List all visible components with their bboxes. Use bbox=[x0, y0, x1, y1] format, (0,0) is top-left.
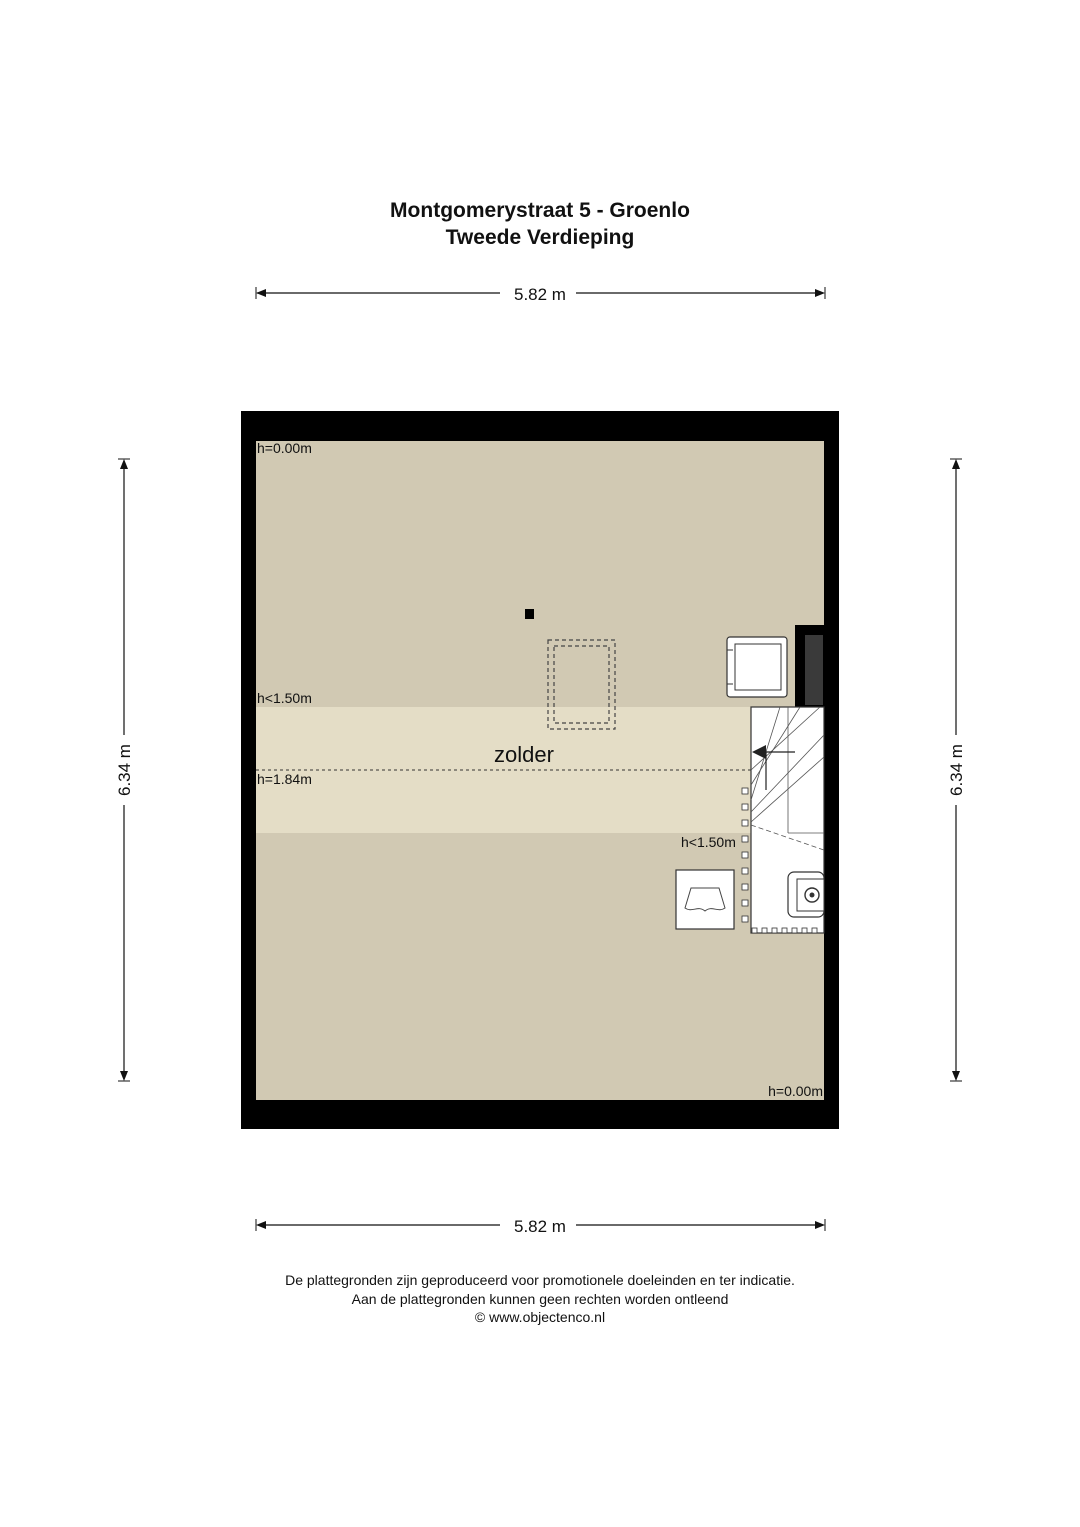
dimension-right-label: 6.34 m bbox=[947, 744, 966, 796]
dryer-icon bbox=[676, 870, 734, 929]
arrow-right-icon bbox=[815, 289, 825, 297]
arrow-right-icon bbox=[815, 1221, 825, 1229]
boiler-icon bbox=[788, 872, 824, 917]
dimension-top bbox=[256, 285, 825, 304]
dimension-right bbox=[947, 459, 966, 1081]
height-label-upper-band: h<1.50m bbox=[257, 690, 312, 706]
plan-title-address: Montgomerystraat 5 - Groenlo bbox=[390, 199, 690, 222]
height-label-stair: h<1.50m bbox=[681, 834, 736, 850]
copyright-line: © www.objectenco.nl bbox=[474, 1309, 606, 1325]
dimension-bottom-label: 5.82 m bbox=[514, 1217, 566, 1236]
disclaimer-line-1: De plattegronden zijn geproduceerd voor promotionele doeleinden en ter indicatie. bbox=[285, 1272, 795, 1288]
dimension-bottom bbox=[256, 1217, 825, 1236]
dimension-top-label: 5.82 m bbox=[514, 285, 566, 304]
dimension-left bbox=[115, 459, 134, 1081]
height-label-ridge: h=1.84m bbox=[257, 771, 312, 787]
washing-machine-icon bbox=[727, 637, 787, 697]
arrow-down-icon bbox=[952, 1071, 960, 1081]
dimension-left-label: 6.34 m bbox=[115, 744, 134, 796]
chimney-duct bbox=[795, 625, 825, 715]
pipe-marker bbox=[525, 609, 534, 619]
disclaimer-line-2: Aan de plattegronden kunnen geen rechten worden ontleend bbox=[351, 1291, 729, 1307]
room-name-label: zolder bbox=[494, 742, 554, 767]
plan-title-floor: Tweede Verdieping bbox=[445, 226, 635, 249]
height-label-top-left: h=0.00m bbox=[257, 440, 312, 456]
arrow-down-icon bbox=[120, 1071, 128, 1081]
height-label-bottom-right: h=0.00m bbox=[768, 1083, 823, 1099]
